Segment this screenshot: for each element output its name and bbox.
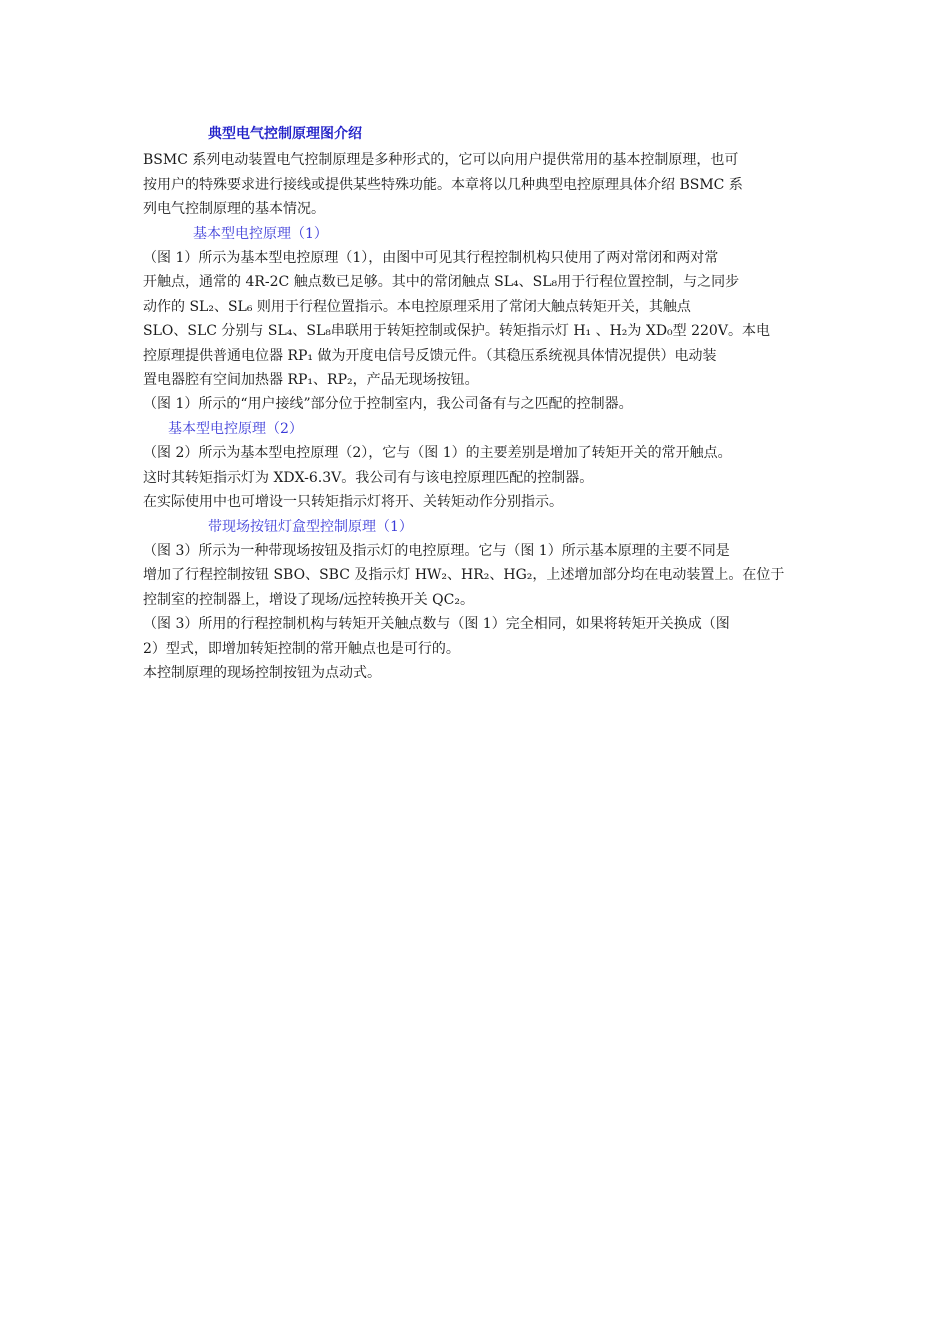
section3-line: 控制室的控制器上，增设了现场/远控转换开关 QC₂。 bbox=[143, 591, 474, 608]
section1-line: 开触点，通常的 4R-2C 触点数已足够。其中的常闭触点 SL₄、SL₈用于行程位置控制，与之同步 bbox=[143, 274, 740, 291]
section1-line: SLO、SLC 分别与 SL₄、SL₈串联用于转矩控制或保护。转矩指示灯 H₁ 、H₂为 XD₀型 220V。本电 bbox=[143, 323, 770, 340]
section2-line: （图 2）所示为基本型电控原理（2），它与（图 1）的主要差别是增加了转矩开关的常开触点。 bbox=[143, 445, 732, 462]
section1-line: 动作的 SL₂、SL₆ 则用于行程位置指示。本电控原理采用了常闭大触点转矩开关，其触点 bbox=[143, 298, 691, 315]
document-title: 典型电气控制原理图介绍 bbox=[208, 126, 362, 142]
section3-line: （图 3）所用的行程控制机构与转矩开关触点数与（图 1）完全相同，如果将转矩开关换成（图 bbox=[143, 616, 730, 633]
section-heading-1: 基本型电控原理（1） bbox=[193, 225, 328, 242]
section3-line: （图 3）所示为一种带现场按钮及指示灯的电控原理。它与（图 1）所示基本原理的主要不同是 bbox=[143, 542, 730, 559]
section3-line: 2）型式，即增加转矩控制的常开触点也是可行的。 bbox=[143, 640, 460, 657]
section1-line: 置电器腔有空间加热器 RP₁、RP₂，产品无现场按钮。 bbox=[143, 372, 479, 389]
section3-line: 本控制原理的现场控制按钮为点动式。 bbox=[143, 664, 381, 681]
intro-line: BSMC 系列电动装置电气控制原理是多种形式的，它可以向用户提供常用的基本控制原理，也可 bbox=[143, 152, 739, 169]
document-body bbox=[143, 122, 808, 685]
intro-line: 列电气控制原理的基本情况。 bbox=[143, 201, 325, 218]
section-heading-3: 带现场按钮灯盒型控制原理（1） bbox=[208, 518, 413, 535]
section1-line: （图 1）所示的“用户接线”部分位于控制室内，我公司备有与之匹配的控制器。 bbox=[143, 396, 633, 413]
section1-line: （图 1）所示为基本型电控原理（1），由图中可见其行程控制机构只使用了两对常闭和两对常 bbox=[143, 250, 719, 267]
section2-line: 这时其转矩指示灯为 XDX-6.3V。我公司有与该电控原理匹配的控制器。 bbox=[143, 469, 594, 486]
section-heading-2: 基本型电控原理（2） bbox=[168, 420, 303, 437]
section3-line: 增加了行程控制按钮 SBO、SBC 及指示灯 HW₂、HR₂、HG₂，上述增加部分均在电动装置上。在位于 bbox=[143, 567, 785, 584]
intro-line: 按用户的特殊要求进行接线或提供某些特殊功能。本章将以几种典型电控原理具体介绍 BSMC 系 bbox=[143, 176, 743, 193]
section2-line: 在实际使用中也可增设一只转矩指示灯将开、关转矩动作分别指示。 bbox=[143, 494, 563, 511]
section1-line: 控原理提供普通电位器 RP₁ 做为开度电信号反馈元件。（其稳压系统视具体情况提供）电动装 bbox=[143, 347, 717, 364]
